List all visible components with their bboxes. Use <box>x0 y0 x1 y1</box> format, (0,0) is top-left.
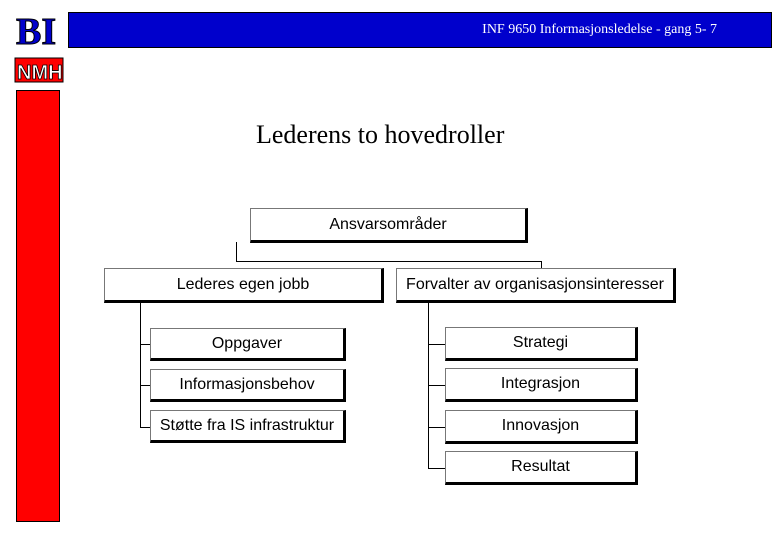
connector-horizontal <box>236 261 542 262</box>
left-child-box: Støtte fra IS infrastruktur <box>150 410 346 443</box>
bi-logo <box>14 10 64 50</box>
right-category-box: Forvalter av organisasjonsinteresser <box>396 268 676 303</box>
right-child-box: Resultat <box>445 451 638 485</box>
left-category-box: Lederes egen jobb <box>104 268 384 303</box>
connector-right-branch <box>428 468 446 469</box>
connector-right-branch <box>428 427 446 428</box>
nmh-logo <box>14 54 64 84</box>
left-child-box: Informasjonsbehov <box>150 369 346 402</box>
right-child-box: Integrasjon <box>445 368 638 402</box>
header-bar <box>68 12 772 48</box>
connector-right-branch <box>428 385 446 386</box>
connector-right-branch <box>428 344 446 345</box>
side-bar <box>16 90 60 522</box>
connector-left-trunk <box>140 300 141 428</box>
right-child-box: Strategi <box>445 327 638 361</box>
svg-text:BI: BI <box>16 11 57 50</box>
course-title: INF 9650 Informasjonsledelse - gang 5- 7 <box>482 22 717 37</box>
svg-text:NMH: NMH <box>17 62 63 84</box>
root-box: Ansvarsområder <box>250 208 528 243</box>
right-child-box: Innovasjon <box>445 410 638 444</box>
left-child-box: Oppgaver <box>150 328 346 361</box>
slide-title: Lederens to hovedroller <box>256 120 505 149</box>
connector-root-down <box>236 242 237 262</box>
